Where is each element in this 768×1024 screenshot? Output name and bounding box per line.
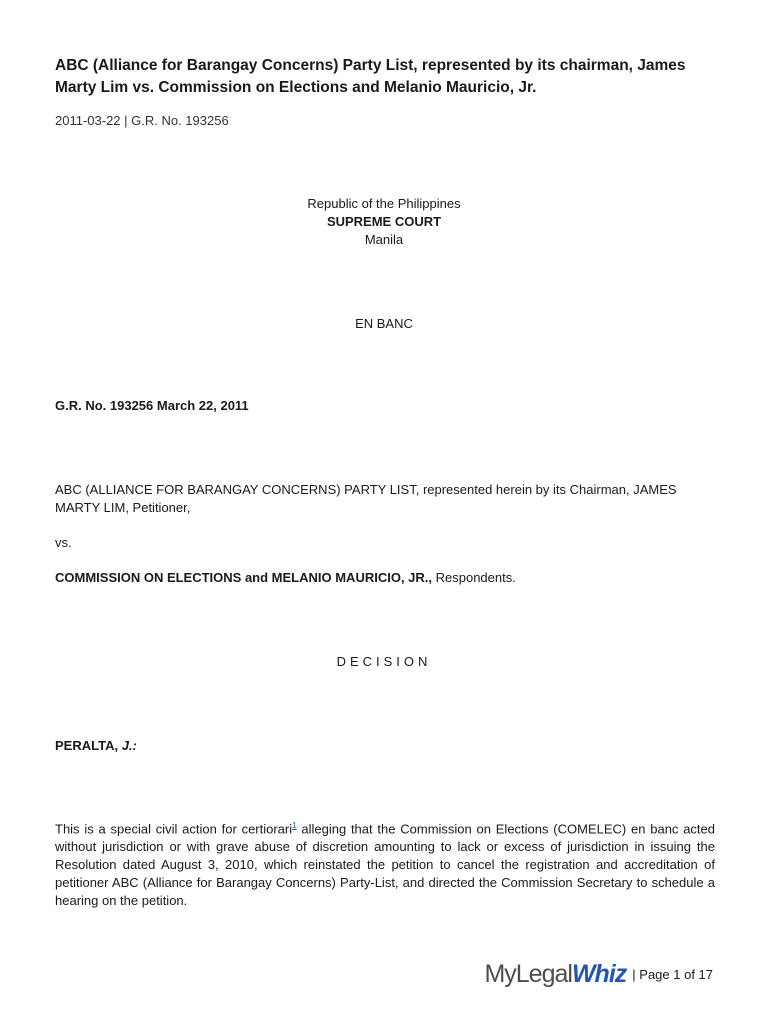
body-paragraph [55,817,715,910]
respondents-suffix: Respondents. [432,570,516,585]
ponente [55,738,137,753]
court-name: SUPREME COURT [326,214,442,229]
versus-label: vs. [55,535,72,550]
document-meta: 2011-03-22 | G.R. No. 193256 [55,113,229,128]
republic-line: Republic of the Philippines [307,196,461,211]
mylegalwhiz-logo [484,960,626,989]
division-label: EN BANC [355,316,413,331]
ponente-name: PERALTA, [55,738,122,753]
page-footer [484,960,713,989]
court-city: Manila [364,232,404,247]
ponente-title: J.: [121,738,137,753]
logo-text-whiz: Whiz [571,960,627,988]
respondents-names: COMMISSION ON ELECTIONS and MELANIO MAURICIO, JR., [55,570,433,585]
logo-text-mylegal: MyLegal [484,960,572,988]
respondents-text [55,570,516,585]
paragraph-text-start: This is a special civil action for certiorari [55,821,293,837]
petitioner-text: ABC (ALLIANCE FOR BARANGAY CONCERNS) PARTY LIST, represented herein by its Chairman, JAMES MARTY LIM, Petitioner, [55,482,677,515]
page-number: | Page 1 of 17 [632,967,713,982]
document-title: ABC (Alliance for Barangay Concerns) Party List, represented by its chairman, James Marty Lim vs. Commission on Elections and Melanio Mauricio, Jr. [55,57,686,96]
case-number: G.R. No. 193256 March 22, 2011 [55,398,249,413]
paragraph-text-end: alleging that the Commission on Elections (COMELEC) en banc acted without jurisdiction or with grave abuse of discretion amounting to lack or excess of jurisdiction in issuing the Resolution dated August 3, 2010, which reinstated the petition to cancel the registration and accreditation of petitioner ABC (Alliance for Barangay Concerns) Party-List, and directed the Commission Secretary to schedule a hearing on the petition. [55,821,715,909]
court-header [0,195,768,249]
footnote-link[interactable]: 1 [292,821,297,830]
decision-heading: DECISION [336,654,432,669]
